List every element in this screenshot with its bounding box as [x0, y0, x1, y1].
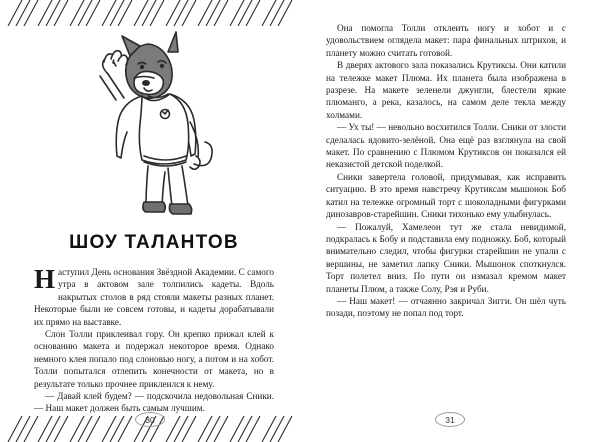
page-number-value: 31: [445, 415, 455, 425]
drop-cap: Н: [34, 264, 56, 294]
paragraph-text: — Пожалуй, Хамелеон тут же стала невидимой, подкралась к Бобу и подставила ему подножку. Боб, который внимательно следил, чтобы фигурки старейшин не упали с вершины, не заметил лапку Сники. Мышонок споткнулся. Торт полетел вниз. По пути он измазал кремом макет планеты Плюм, а также Солу, Рэя и Руби.: [326, 221, 566, 294]
paragraph-text: — Ух ты! — невольно восхитился Толли. Сники от злости сделалась ядовито-зелёной. Она ещё раз взглянула на свой макет. По сравнению с Плюмом Крутиксов он показался ей неказистой детской поделкой.: [326, 122, 566, 170]
page-number-right: [427, 412, 473, 428]
paragraph-text: Она помогла Толли отклеить ногу и хобот и с удовольствием оглядела макет: пара финальных штрихов, и планету можно считать готовой.: [326, 23, 566, 58]
paragraph-text: — Наш макет! — отчаянно закричал Зигги. Он шёл чуть позади, поэтому не попал под торт.: [326, 295, 566, 319]
chapter-title: ШОУ ТАЛАНТОВ: [69, 232, 239, 253]
paragraph-text: Сники завертела головой, придумывая, как исправить ситуацию. В это время навстречу Крутиксам мышонок Боб катил на тележке огромный торт с шоколадными фигурками динозавров-старейшин. Сники тихонько ему улыбнулась.: [326, 171, 566, 220]
paragraph-text: — Давай клей будем? — подскочила недовольная Сники. — Наш макет должен быть самым лучшим.: [34, 391, 274, 414]
paragraph-text: В дверях актового зала показались Крутиксы. Они катили на тележке макет Плюма. Их планета была изображена в разрезе. На макете зеленели джунгли, блестели яркие плюманго, а река, казалось, на самом деле текла между холмами.: [326, 60, 566, 120]
right-page: [300, 0, 600, 442]
paragraph-text: аступил День основания Звёздной Академии. С самого утра в актовом зале толпились кадеты. Вдоль накрытых столов в ряд стояли макеты разных планет. Некоторые были не совсем готовы, и кадеты дорабатывали их прямо на выставке.: [34, 267, 274, 327]
left-page-body: [34, 266, 274, 415]
page-number-left: [127, 412, 173, 428]
chapter-illustration: [34, 26, 274, 222]
paragraph-with-dropcap: [34, 266, 274, 328]
page-number-value: 30: [145, 415, 155, 425]
right-page-body: [326, 22, 566, 320]
decorative-hatch-top: [0, 0, 300, 26]
paragraph-text: Слон Толли приклеивал гору. Он крепко прижал клей к основанию макета и подержал некоторое время. Однако немного клея попало под слоновью ногу, а потом и на хобот. Толли попытался отлепить конечности от макета, но в результате только прочнее приклеился к нему.: [34, 329, 274, 389]
